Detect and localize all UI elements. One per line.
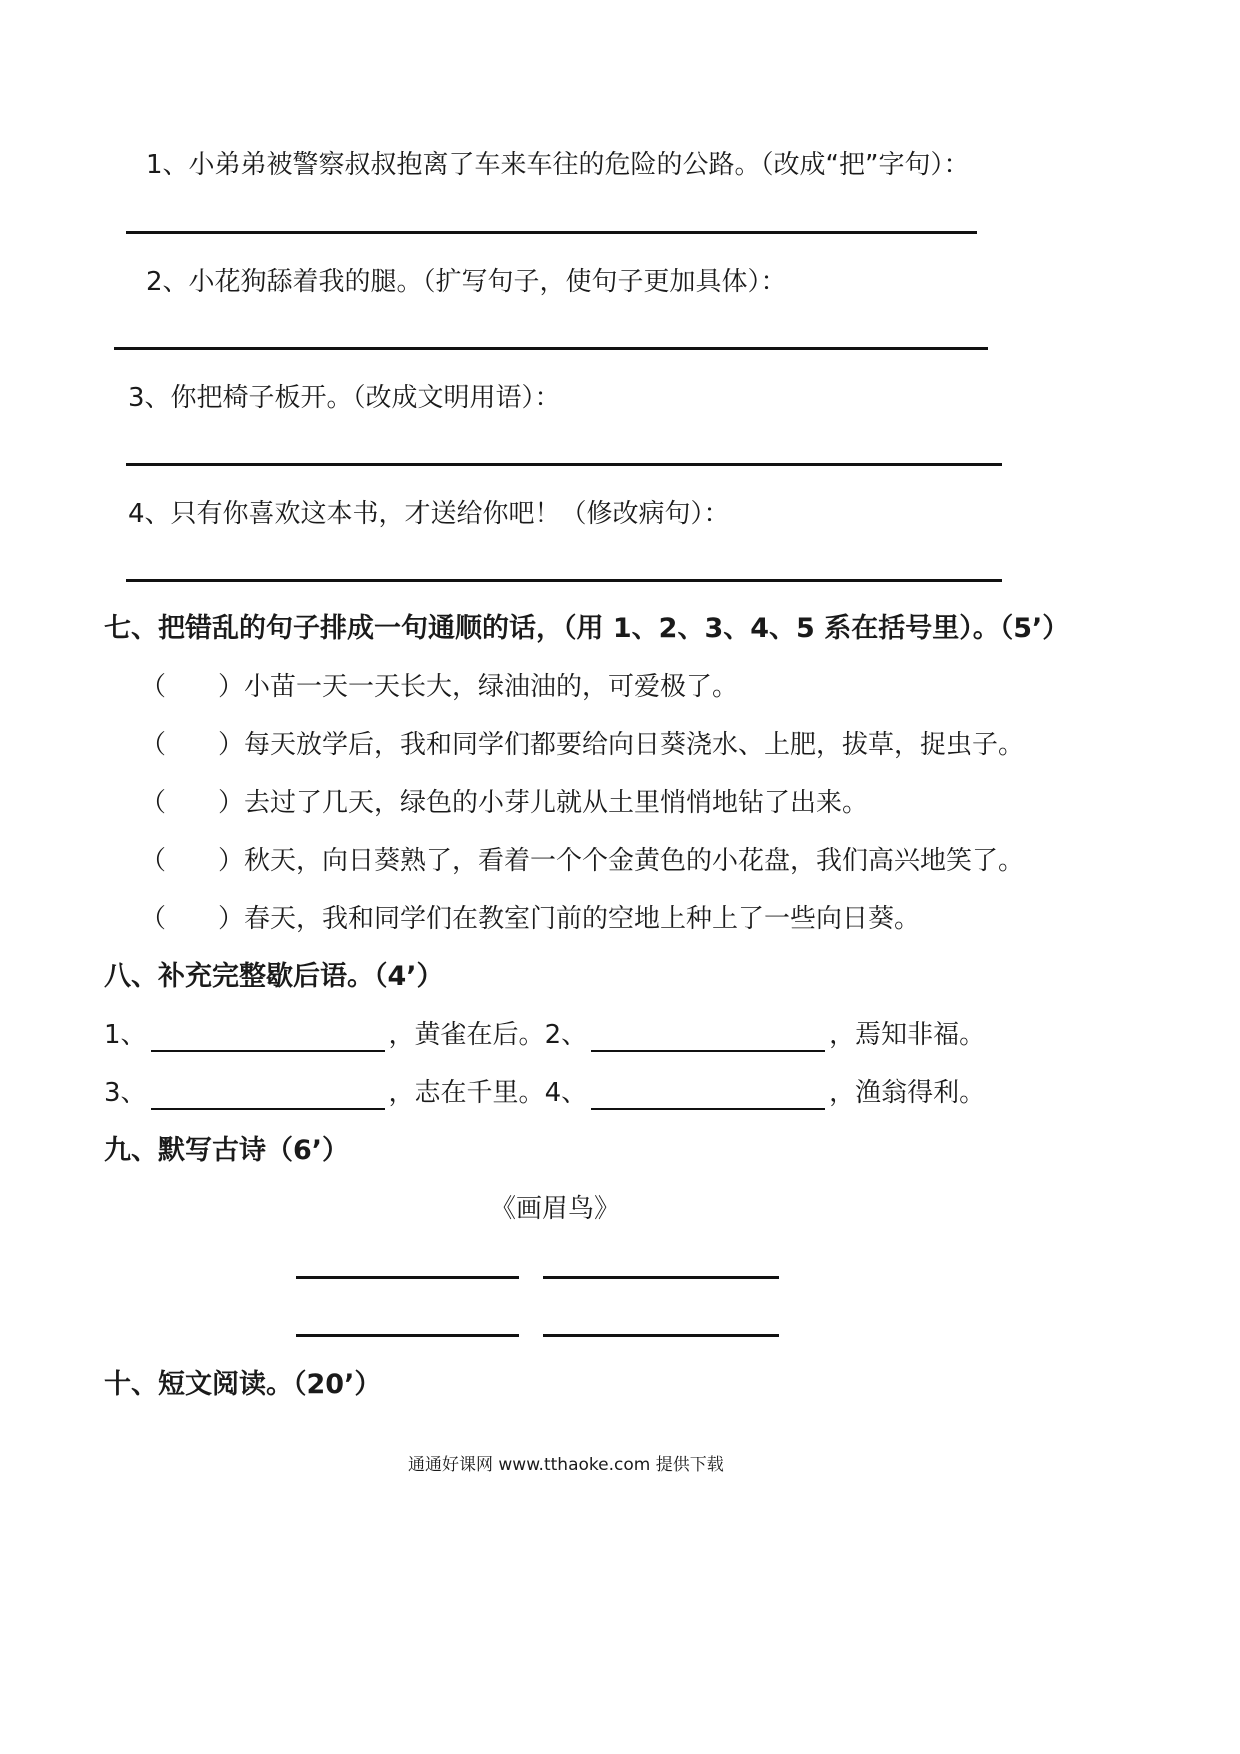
- idiom-number-4: 4、: [544, 1078, 588, 1108]
- page-footer: 通通好课网 www.tthaoke.com 提供下载: [408, 1455, 724, 1475]
- sentence-question-4: 4、只有你喜欢这本书，才送给你吧！（修改病句）：: [128, 499, 730, 529]
- idiom-text-3: ，志在千里。: [388, 1078, 545, 1108]
- poem-line-4[interactable]: [543, 1334, 779, 1337]
- order-text-2: 每天放学后，我和同学们都要给向日葵浇水、上肥，拔草，捉虫子。: [244, 730, 1025, 760]
- idiom-blank-4[interactable]: [591, 1080, 825, 1110]
- idiom-text-1: ，黄雀在后。: [388, 1020, 545, 1050]
- section-8-heading: 八、补充完整歇后语。（4’）: [104, 961, 444, 992]
- idiom-text-2: ，焉知非福。: [829, 1020, 986, 1050]
- answer-line-2[interactable]: [114, 347, 988, 350]
- answer-line-1[interactable]: [126, 231, 977, 234]
- order-item-4: [140, 844, 1024, 878]
- order-blank-5[interactable]: （ ）: [140, 904, 245, 934]
- order-blank-4[interactable]: （ ）: [140, 846, 245, 876]
- sentence-question-1: 1、小弟弟被警察叔叔抱离了车来车往的危险的公路。（改成“把”字句）：: [146, 150, 970, 180]
- poem-title: 《画眉鸟》: [490, 1194, 621, 1224]
- order-text-5: 春天，我和同学们在教室门前的空地上种上了一些向日葵。: [244, 904, 921, 934]
- order-blank-2[interactable]: （ ）: [140, 730, 245, 760]
- order-item-2: [140, 728, 1024, 762]
- order-text-4: 秋天，向日葵熟了，看着一个个金黄色的小花盘，我们高兴地笑了。: [244, 846, 1025, 876]
- idiom-number-3: 3、: [104, 1078, 147, 1108]
- order-text-1: 小苗一天一天长大，绿油油的，可爱极了。: [244, 672, 739, 702]
- idiom-text-4: ，渔翁得利。: [829, 1078, 986, 1108]
- idiom-blank-2[interactable]: [591, 1022, 825, 1052]
- order-item-5: [140, 902, 920, 936]
- order-blank-3[interactable]: （ ）: [140, 788, 245, 818]
- section-7-heading: 七、把错乱的句子排成一句通顺的话，（用 1、2、3、4、5 系在括号里）。（5’）: [104, 613, 1070, 644]
- poem-line-3[interactable]: [296, 1334, 519, 1337]
- idiom-number-1: 1、: [104, 1020, 147, 1050]
- idiom-blank-1[interactable]: [151, 1022, 385, 1052]
- answer-line-4[interactable]: [126, 579, 1002, 582]
- sentence-question-2: 2、小花狗舔着我的腿。（扩写句子，使句子更加具体）：: [146, 267, 787, 297]
- poem-line-1[interactable]: [296, 1276, 519, 1279]
- order-item-3: [140, 786, 868, 820]
- order-blank-1[interactable]: （ ）: [140, 672, 245, 702]
- section-10-heading: 十、短文阅读。（20’）: [104, 1369, 382, 1400]
- order-text-3: 去过了几天，绿色的小芽儿就从土里悄悄地钻了出来。: [244, 788, 869, 818]
- idiom-row-2: [104, 1076, 985, 1110]
- idiom-number-2: 2、: [544, 1020, 588, 1050]
- poem-line-2[interactable]: [543, 1276, 779, 1279]
- sentence-question-3: 3、你把椅子板开。（改成文明用语）：: [128, 383, 561, 413]
- order-item-1: [140, 670, 738, 704]
- idiom-blank-3[interactable]: [151, 1080, 385, 1110]
- section-9-heading: 九、默写古诗（6’）: [104, 1135, 350, 1166]
- idiom-row-1: [104, 1018, 985, 1052]
- answer-line-3[interactable]: [126, 463, 1002, 466]
